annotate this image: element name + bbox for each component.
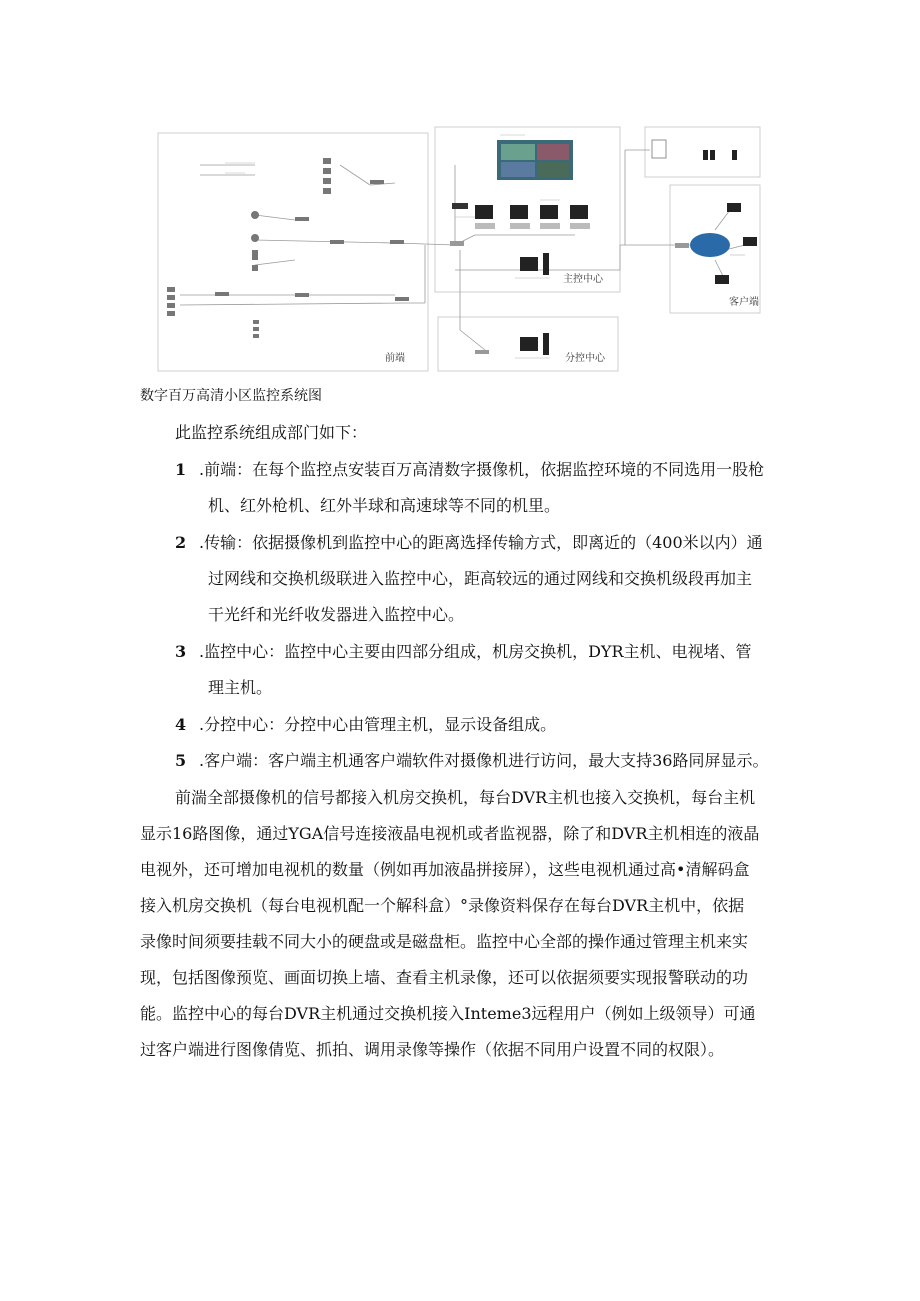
list-item-number: 3 xyxy=(175,642,187,661)
list-item-text: 机、红外枪机、红外半球和高速球等不同的机里。 xyxy=(208,496,561,515)
list-item-text: 干光纤和光纤收发器进入监控中心。 xyxy=(208,605,465,624)
front-label: 前端 xyxy=(385,353,405,364)
tiny-labels xyxy=(225,135,745,358)
front-region xyxy=(158,133,428,371)
alarm-region xyxy=(645,127,760,177)
list-item-number: 1 xyxy=(175,460,187,479)
body-line: 电视外，还可增加电视机的数量（例如再加液晶拼接屏），这些电视机通过高•清解码盒 xyxy=(140,860,750,879)
connection-lines xyxy=(180,150,745,350)
body-line: 现，包括图像预览、画面切换上墙、查看主机录像，还可以依据须要实现报警联动的功 xyxy=(140,968,749,987)
body-line: 显示16路图像，通过YGA信号连接液晶电视机或者监视器，除了和DVR主机相连的液晶 xyxy=(140,824,760,843)
intro-text: 此监控系统组成部门如下： xyxy=(175,423,368,442)
client-label: 客户端 xyxy=(729,297,759,308)
list-item-text: .分控中心：分控中心由管理主机，显示设备组成。 xyxy=(199,715,557,734)
list-item-number: 2 xyxy=(175,533,187,552)
list-item-text: .客户端：客户端主机通客户端软件对摄像机进行访问，最大支持36路同屏显示。 xyxy=(199,751,769,770)
list-item-text: .前端：在每个监控点安装百万高清数字摄像机，依据监控环境的不同选用一股枪 xyxy=(199,460,765,479)
diagram-caption: 数字百万高清小区监控系统图 xyxy=(140,388,322,404)
dvr-hosts xyxy=(475,223,590,229)
system-diagram xyxy=(155,125,765,375)
sub-center-label: 分控中心 xyxy=(565,353,605,364)
dvr-monitors xyxy=(475,205,588,219)
main-center-label: 主控中心 xyxy=(563,274,603,285)
internet-cloud xyxy=(690,233,730,257)
body-paragraph xyxy=(140,780,800,1068)
list-item-text: .传输：依据摄像机到监控中心的距离选择传输方式，即离近的（400米以内）通 xyxy=(199,533,763,552)
manager-monitor xyxy=(520,257,538,271)
body-line: 接入机房交换机（每台电视机配一个解科盒）°录像资料保存在每台DVR主机中，依据 xyxy=(140,896,745,915)
list-item-text: .监控中心：监控中心主要由四部分组成，机房交换机，DYR主机、电视堵、管 xyxy=(199,642,752,661)
body-line: 前湍全部摄像机的信号都接入机房交换机，每台DVR主机也接入交换机，每台主机 xyxy=(175,788,756,807)
list-item-text: 过网线和交换机级联进入监控中心，距高较远的通过网线和交换机级段再加主 xyxy=(208,569,753,588)
body-line: 录像时间须要挂载不同大小的硬盘或是磁盘柜。监控中心全部的操作通过管理主机来实 xyxy=(140,932,749,951)
list-item-text: 理主机。 xyxy=(208,678,273,697)
body-line: 过客户端进行图像倩览、抓拍、调用录像等操作（依据不同用户设置不同的权限）。 xyxy=(140,1040,725,1059)
sub-monitor xyxy=(520,337,538,351)
list-item-number: 4 xyxy=(175,715,187,734)
body-line: 能。监控中心的每台DVR主机通过交换机接入Inteme3远程用户（例如上级领导）可通 xyxy=(140,1004,756,1023)
list-item-number: 5 xyxy=(175,751,187,770)
